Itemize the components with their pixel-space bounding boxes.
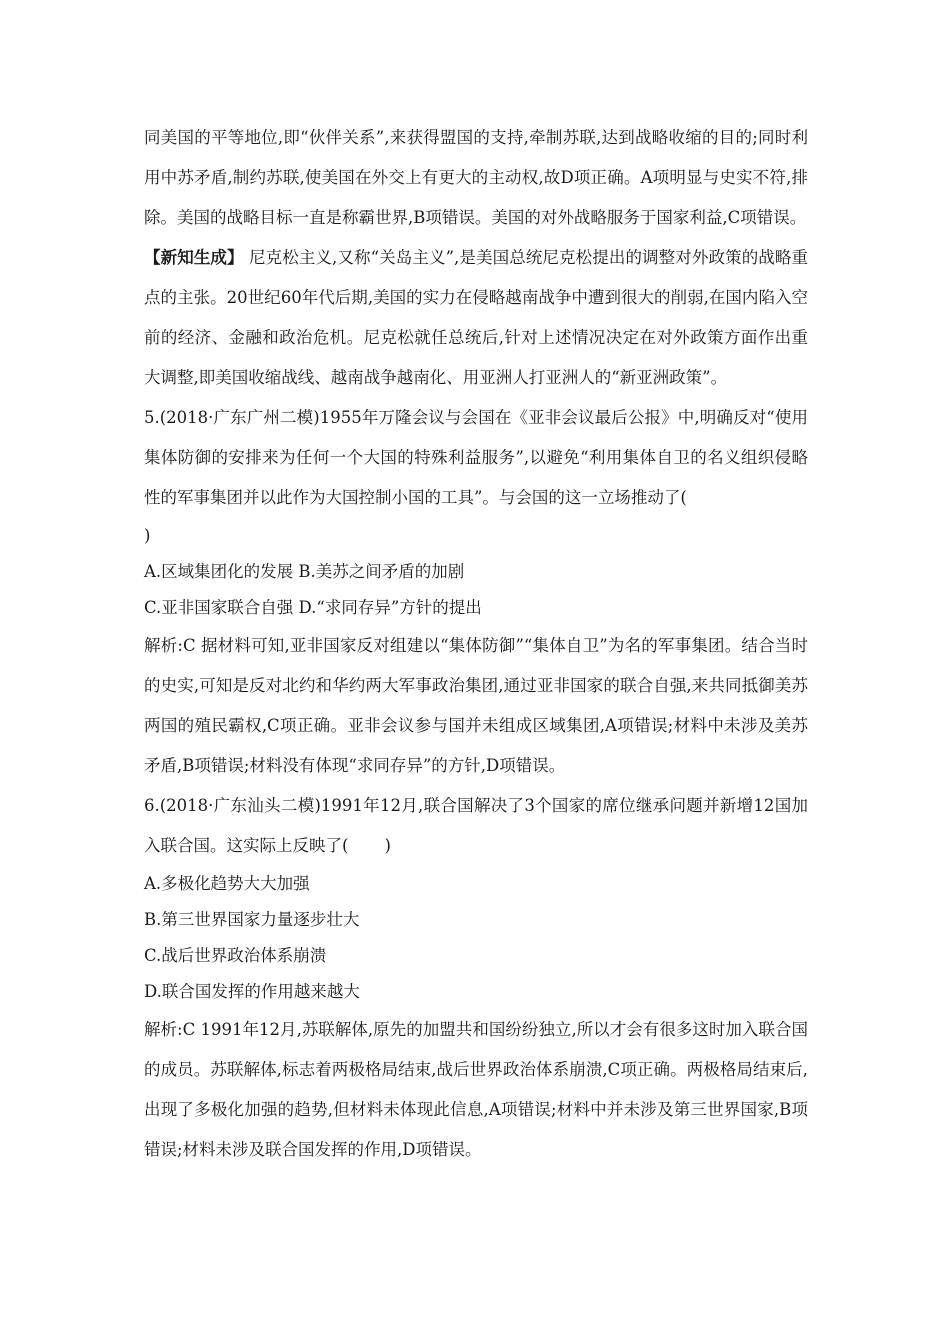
section-tag: 【新知生成】 [144,248,244,267]
new-knowledge-section [144,238,808,398]
question-5-paren: ) [144,526,151,545]
question-5-options-ab: A.区域集团化的发展 B.美苏之间矛盾的加剧 [144,562,465,581]
question-6-paren: ) [384,836,391,855]
document-page [144,118,808,1170]
new-knowledge-text: 尼克松主义,又称“关岛主义”,是美国总统尼克松提出的调整对外政策的战略重点的主张。20世纪60年代后期,美国的实力在侵略越南战争中遭到很大的削弱,在国内陷入空前的经济、金融和政治危机。尼克松就任总统后,针对上述情况决定在对外政策方面作出重大调整,即美国收缩战线、越南战争越南化、用亚洲人打亚洲人的“新亚洲政策”。 [144,248,809,387]
question-6-option-b: B.第三世界国家力量逐步壮大 [144,910,360,929]
answer-explanation-q4: 同美国的平等地位,即“伙伴关系”,来获得盟国的支持,牵制苏联,达到战略收缩的目的;同时利用中苏矛盾,制约苏联,使美国在外交上有更大的主动权,故D项正确。A项明显与史实不符,排除。美国的战略目标一直是称霸世界,B项错误。美国的对外战略服务于国家利益,C项错误。 [144,128,808,227]
question-6-option-c: C.战后世界政治体系崩溃 [144,946,327,965]
question-6-option-a: A.多极化趋势大大加强 [144,874,310,893]
question-5-analysis: 解析:C 据材料可知,亚非国家反对组建以“集体防御”“集体自卫”为名的军事集团。结合当时的史实,可知是反对北约和华约两大军事政治集团,通过亚非国家的联合自强,来共同抵御美苏两国的殖民霸权,C项正确。亚非会议参与国并未组成区域集团,A项错误;材料中未涉及美苏矛盾,B项错误;材料没有体现“求同存异”的方针,D项错误。 [144,636,808,775]
question-5-stem [144,398,808,518]
question-5-options-cd: C.亚非国家联合自强 D.“求同存异”方针的提出 [144,598,482,617]
question-6-option-d: D.联合国发挥的作用越来越大 [144,982,360,1001]
question-5-text: 5.(2018·广东广州二模)1955年万隆会议与会国在《亚非会议最后公报》中,明确反对“使用集体防御的安排来为任何一个大国的特殊利益服务”,以避免“利用集体自卫的名义组织侵略性的军事集团并以此作为大国控制小国的工具”。与会国的这一立场推动了( [144,408,808,507]
question-6-stem [144,786,808,866]
question-6-text: 6.(2018·广东汕头二模)1991年12月,联合国解决了3个国家的席位继承问题并新增12国加入联合国。这实际上反映了( [144,796,808,855]
question-6-analysis: 解析:C 1991年12月,苏联解体,原先的加盟共和国纷纷独立,所以才会有很多这时加入联合国的成员。苏联解体,标志着两极格局结束,战后世界政治体系崩溃,C项正确。两极格局结束后,出现了多极化加强的趋势,但材料未体现此信息,A项错误;材料中并未涉及第三世界国家,B项错误;材料未涉及联合国发挥的作用,D项错误。 [144,1020,808,1159]
